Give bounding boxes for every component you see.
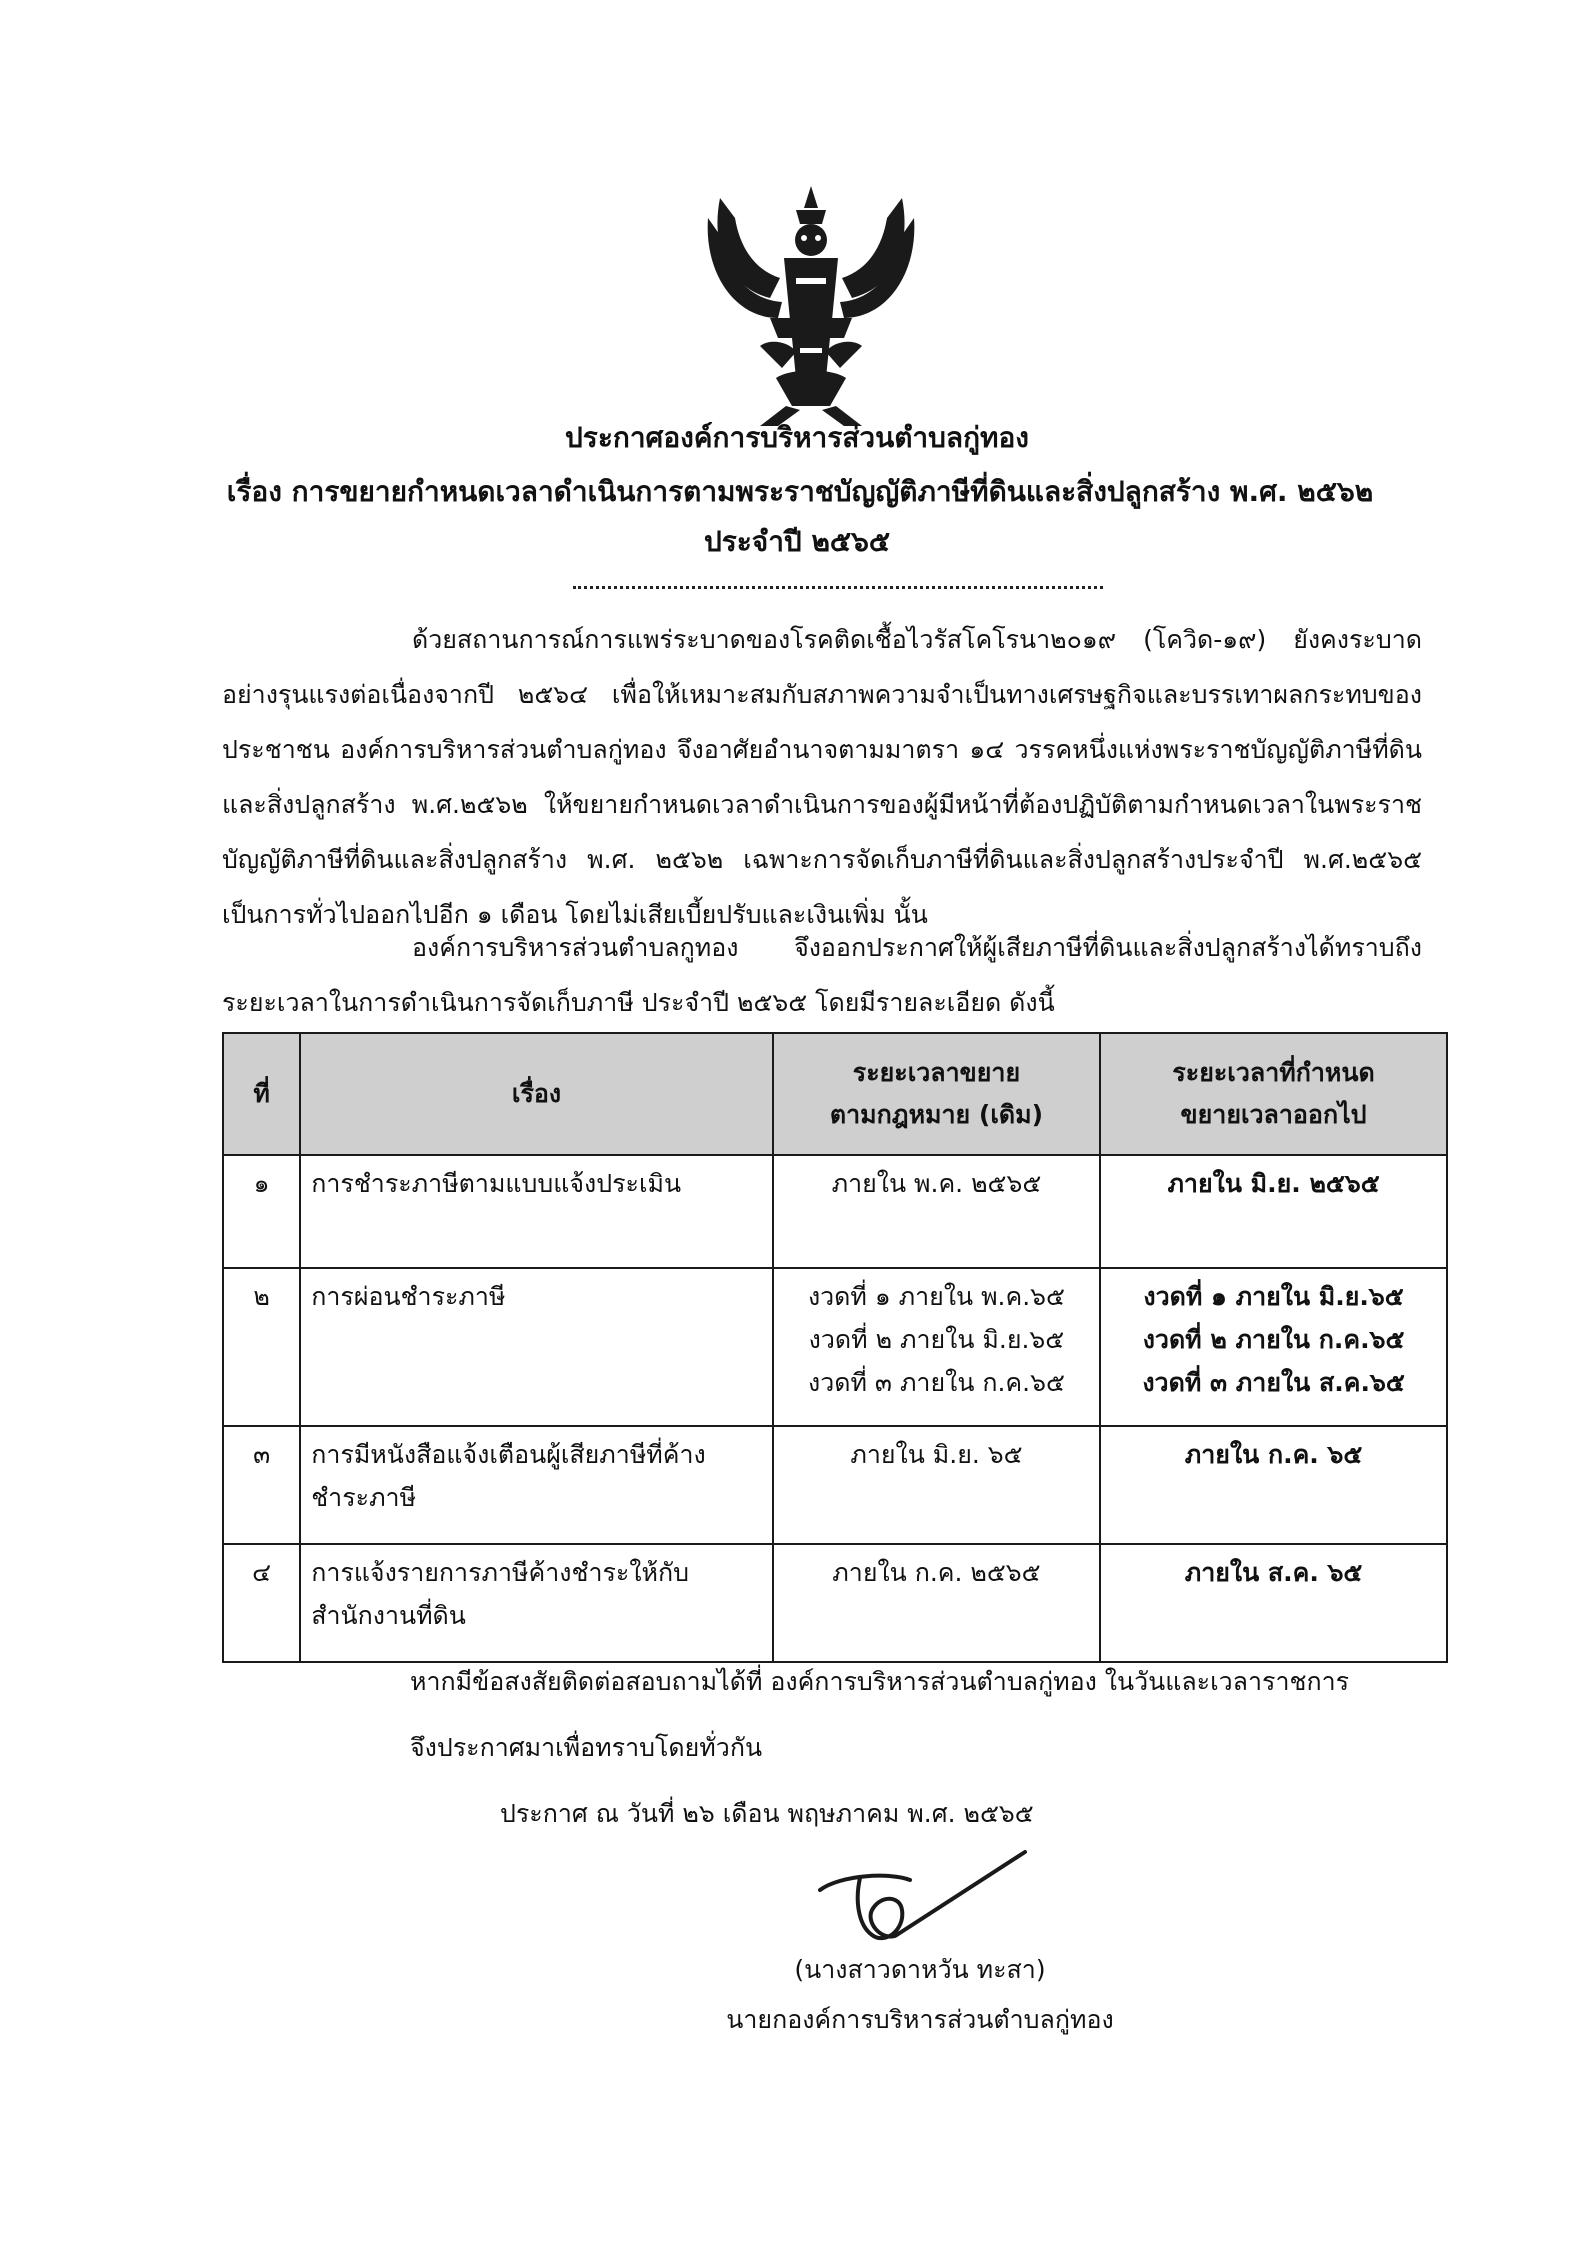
header-original-line-1: ระยะเวลาขยาย <box>852 1058 1021 1087</box>
row-original-period <box>773 1426 1100 1544</box>
row-no: ๓ <box>223 1426 300 1544</box>
row-original-line: งวดที่ ๓ ภายใน ก.ค.๖๕ <box>808 1368 1065 1397</box>
body-paragraph-2: องค์การบริหารส่วนตำบลกูทอง จึงออกประกาศให้ผู้เสียภาษีที่ดินและสิ่งปลูกสร้างได้ทราบถึงระยะเวลาในการดำเนินการจัดเก็บภาษี ประจำปี ๒๕๖๕ โดยมีรายละเอียด ดังนี้ <box>222 933 1422 1017</box>
announcement-subject: เรื่อง การขยายกำหนดเวลาดำเนินการตามพระราชบัญญัติภาษีที่ดินและสิ่งปลูกสร้าง พ.ศ. ๒๕๖๒ <box>226 475 1374 508</box>
row-extended-line: ภายใน มิ.ย. ๒๕๖๕ <box>1167 1169 1380 1198</box>
header-original-line-2: ตามกฎหมาย (เดิม) <box>829 1100 1044 1129</box>
table-row <box>223 1155 1447 1268</box>
row-original-line: ภายใน พ.ค. ๒๕๖๕ <box>831 1169 1042 1198</box>
row-extended-period <box>1100 1268 1447 1426</box>
row-original-line: ภายใน มิ.ย. ๖๕ <box>850 1440 1023 1469</box>
row-extended-period <box>1100 1155 1447 1268</box>
row-no: ๔ <box>223 1544 300 1662</box>
row-topic-line: ชำระภาษี <box>311 1483 417 1512</box>
header-no: ที่ <box>223 1033 300 1155</box>
contact-note: หากมีข้อสงสัยติดต่อสอบถามได้ที่ องค์การบริหารส่วนตำบลกู่ทอง ในวันและเวลาราชการ <box>410 1667 1350 1696</box>
header-topic: เรื่อง <box>300 1033 773 1155</box>
announcement-title: ประกาศองค์การบริหารส่วนตำบลกู่ทอง <box>565 421 1029 454</box>
signer-name: (นางสาวดาหวัน ทะสา) <box>794 1955 1046 1984</box>
table-row <box>223 1268 1447 1426</box>
row-extended-line: งวดที่ ๑ ภายใน มิ.ย.๖๕ <box>1143 1282 1404 1311</box>
row-topic-line: การมีหนังสือแจ้งเตือนผู้เสียภาษีที่ค้าง <box>311 1440 706 1469</box>
garuda-emblem-icon <box>700 178 922 428</box>
table-header-row <box>223 1033 1447 1155</box>
row-original-line: งวดที่ ๑ ภายใน พ.ค.๖๕ <box>807 1282 1065 1311</box>
row-extended-line: ภายใน ก.ค. ๖๕ <box>1184 1440 1363 1469</box>
announce-note: จึงประกาศมาเพื่อทราบโดยทั่วกัน <box>410 1733 763 1762</box>
row-topic <box>300 1426 773 1544</box>
row-extended-line: งวดที่ ๒ ภายใน ก.ค.๖๕ <box>1142 1325 1405 1354</box>
schedule-table <box>222 1032 1448 1663</box>
row-original-line: งวดที่ ๒ ภายใน มิ.ย.๖๕ <box>808 1325 1065 1354</box>
handwritten-signature <box>800 1850 1040 1960</box>
header-original-period <box>773 1033 1100 1155</box>
header-extended-line-2: ขยายเวลาออกไป <box>1180 1100 1367 1129</box>
row-extended-line: ภายใน ส.ค. ๖๕ <box>1184 1558 1363 1587</box>
row-extended-period <box>1100 1544 1447 1662</box>
row-topic-line: การชำระภาษีตามแบบแจ้งประเมิน <box>311 1169 682 1198</box>
row-topic <box>300 1268 773 1426</box>
header-extended-period <box>1100 1033 1447 1155</box>
row-topic-line: สำนักงานที่ดิน <box>311 1601 466 1630</box>
row-original-line: ภายใน ก.ค. ๒๕๖๕ <box>832 1558 1041 1587</box>
row-original-period <box>773 1544 1100 1662</box>
row-extended-period <box>1100 1426 1447 1544</box>
row-extended-line: งวดที่ ๓ ภายใน ส.ค.๖๕ <box>1142 1368 1405 1397</box>
row-original-period <box>773 1155 1100 1268</box>
row-topic <box>300 1544 773 1662</box>
body-paragraph-1: ด้วยสถานการณ์การแพร่ระบาดของโรคติดเชื้อไวรัสโคโรนา๒๐๑๙ (โควิด-๑๙) ยังคงระบาดอย่างรุนแรงต่อเนื่องจากปี ๒๕๖๔ เพื่อให้เหมาะสมกับสภาพความจำเป็นทางเศรษฐกิจและบรรเทาผลกระทบของประชาชน องค์การบริหารส่วนตำบลกู่ทอง จึงอาศัยอำนาจตามมาตรา ๑๔ วรรคหนึ่งแห่งพระราชบัญญัติภาษีที่ดินและสิ่งปลูกสร้าง พ.ศ.๒๕๖๒ ให้ขยายกำหนดเวลาดำเนินการของผู้มีหน้าที่ต้องปฏิบัติตามกำหนดเวลาในพระราชบัญญัติภาษีที่ดินและสิ่งปลูกสร้าง พ.ศ. ๒๕๖๒ เฉพาะการจัดเก็บภาษีที่ดินและสิ่งปลูกสร้างประจำปี พ.ศ.๒๕๖๕ เป็นการทั่วไปออกไปอีก ๑ เดือน โดยไม่เสียเบี้ยปรับและเงินเพิ่ม นั้น <box>222 625 1422 929</box>
row-no: ๑ <box>223 1155 300 1268</box>
row-topic-line: การแจ้งรายการภาษีค้างชำระให้กับ <box>311 1558 690 1587</box>
row-topic <box>300 1155 773 1268</box>
dotted-divider <box>573 580 1103 589</box>
table-row <box>223 1426 1447 1544</box>
row-original-period <box>773 1268 1100 1426</box>
signer-position: นายกองค์การบริหารส่วนตำบลกู่ทอง <box>726 2005 1114 2034</box>
table-row <box>223 1544 1447 1662</box>
announcement-year: ประจำปี ๒๕๖๕ <box>703 525 891 558</box>
row-topic-line: การผ่อนชำระภาษี <box>311 1282 506 1311</box>
announcement-date: ประกาศ ณ วันที่ ๒๖ เดือน พฤษภาคม พ.ศ. ๒๕๖๕ <box>500 1799 1034 1828</box>
header-extended-line-1: ระยะเวลาที่กำหนด <box>1172 1058 1375 1087</box>
row-no: ๒ <box>223 1268 300 1426</box>
